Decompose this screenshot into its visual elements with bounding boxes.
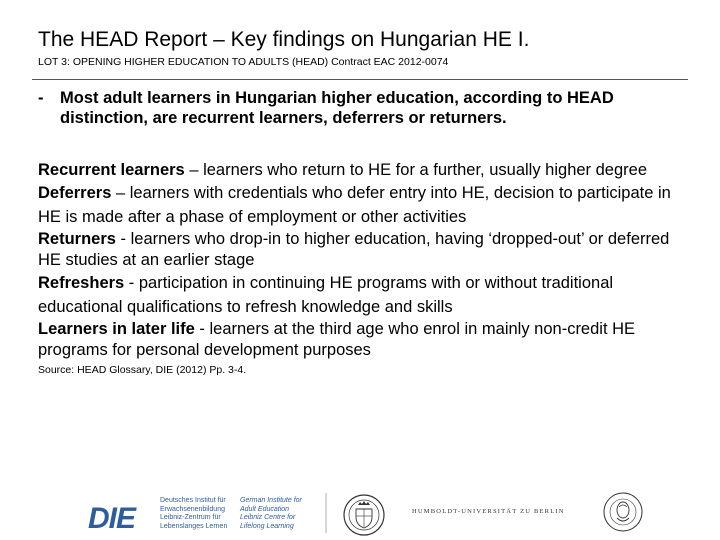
definition-term: Refreshers <box>38 274 125 292</box>
die-text-line: Lebenslanges Lernen <box>160 522 228 530</box>
logo-strip <box>0 485 720 540</box>
header-divider <box>32 79 688 80</box>
key-finding-bullet <box>38 88 698 128</box>
die-text-line: Leibniz Centre for <box>240 514 296 521</box>
definition-refreshers <box>38 271 688 319</box>
slide-subtitle: LOT 3: OPENING HIGHER EDUCATION TO ADULTS (HEAD) Contract EAC 2012-0074 <box>38 56 449 68</box>
definition-later-life-learners <box>38 319 688 361</box>
bullet-marker: - <box>38 89 44 107</box>
definition-returners <box>38 229 688 271</box>
die-text-line: Erwachsenenbildung <box>160 505 225 513</box>
definition-term: Recurrent learners <box>38 161 185 179</box>
definition-text: - learners who drop-in to higher education, having ‘dropped-out’ or deferred HE studies at an earlier stage <box>38 230 670 269</box>
die-logo-wordmark: DIE <box>88 502 136 535</box>
definition-deferrers <box>38 181 688 229</box>
university-seal-icon <box>344 495 384 535</box>
die-text-line: Adult Education <box>240 505 290 513</box>
die-text-line: Lifelong Learning <box>240 522 294 530</box>
source-citation: Source: HEAD Glossary, DIE (2012) Pp. 3-4. <box>38 364 247 376</box>
definition-text: - learners at the third age who enrol in mainly non-credit HE programs for personal development purposes <box>38 320 636 359</box>
definitions-list <box>38 160 688 377</box>
slide-title: The HEAD Report – Key findings on Hungarian HE I. <box>38 28 530 51</box>
definition-text: – learners who return to HE for a further, usually higher degree <box>184 161 647 179</box>
definition-term: Deferrers <box>38 184 112 202</box>
definition-text: - participation in continuing HE programs with or without traditional educational qualifications to refresh knowledge and skills <box>38 274 614 316</box>
definition-recurrent-learners <box>38 160 688 181</box>
die-text-line: Leibniz-Zentrum für <box>160 514 221 521</box>
die-text-line: German Institute for <box>240 497 302 504</box>
humboldt-university-name: HUMBOLDT-UNIVERSITÄT ZU BERLIN <box>412 508 565 515</box>
humboldt-seal-icon <box>604 493 642 531</box>
definition-text: – learners with credentials who defer entry into HE, decision to participate in HE is made after a phase of employment or other activities <box>38 184 671 226</box>
definition-term: Returners <box>38 230 116 248</box>
die-text-line: Deutsches Institut für <box>160 497 226 504</box>
key-finding-text: Most adult learners in Hungarian higher education, according to HEAD distinction, are recurrent learners, deferrers or returners. <box>60 89 614 127</box>
definition-term: Learners in later life <box>38 320 195 338</box>
